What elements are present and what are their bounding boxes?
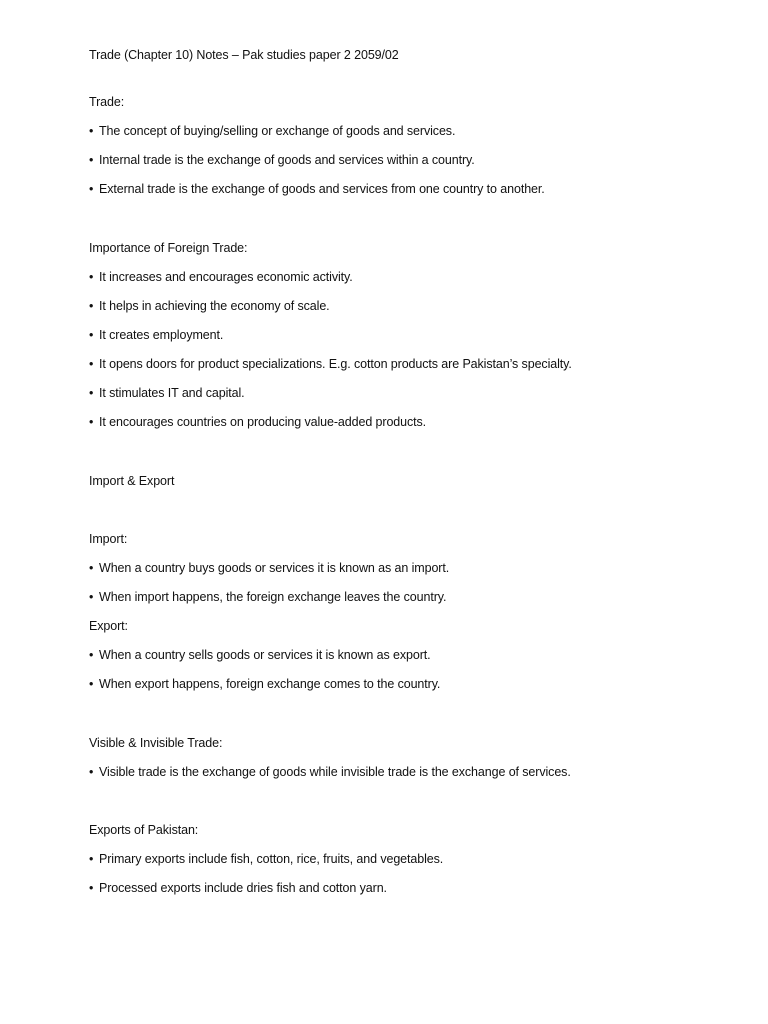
bullet-item: • When a country sells goods or services it is known as export. <box>89 647 431 663</box>
bullet-item: • External trade is the exchange of goods and services from one country to another. <box>89 181 545 197</box>
bullet-item: • It increases and encourages economic activity. <box>89 269 353 285</box>
bullet-item: • Visible trade is the exchange of goods while invisible trade is the exchange of services. <box>89 764 571 780</box>
bullet-item: • Processed exports include dries fish and cotton yarn. <box>89 880 387 896</box>
bullet-item: • It helps in achieving the economy of scale. <box>89 298 330 314</box>
bullet-item: • It creates employment. <box>89 327 223 343</box>
section-heading-trade: Trade: <box>89 95 125 109</box>
bullet-item: • The concept of buying/selling or exchange of goods and services. <box>89 123 455 139</box>
section-heading-importance: Importance of Foreign Trade: <box>89 241 248 255</box>
section-heading-import: Import: <box>89 532 128 546</box>
section-heading-exports-pakistan: Exports of Pakistan: <box>89 823 199 837</box>
section-heading-visible-invisible: Visible & Invisible Trade: <box>89 736 223 750</box>
section-heading-export: Export: <box>89 619 128 633</box>
bullet-item: • Internal trade is the exchange of goods and services within a country. <box>89 152 475 168</box>
bullet-item: • It stimulates IT and capital. <box>89 385 245 401</box>
bullet-item: • Primary exports include fish, cotton, rice, fruits, and vegetables. <box>89 851 443 867</box>
bullet-item: • When export happens, foreign exchange comes to the country. <box>89 676 440 692</box>
bullet-item: • It encourages countries on producing value-added products. <box>89 414 426 430</box>
bullet-item: • When a country buys goods or services it is known as an import. <box>89 560 449 576</box>
bullet-item: • It opens doors for product specializations. E.g. cotton products are Pakistan’s specialty. <box>89 356 572 372</box>
bullet-item: • When import happens, the foreign exchange leaves the country. <box>89 589 446 605</box>
document-title: Trade (Chapter 10) Notes – Pak studies paper 2 2059/02 <box>89 48 399 62</box>
section-heading-import-export: Import & Export <box>89 474 175 488</box>
